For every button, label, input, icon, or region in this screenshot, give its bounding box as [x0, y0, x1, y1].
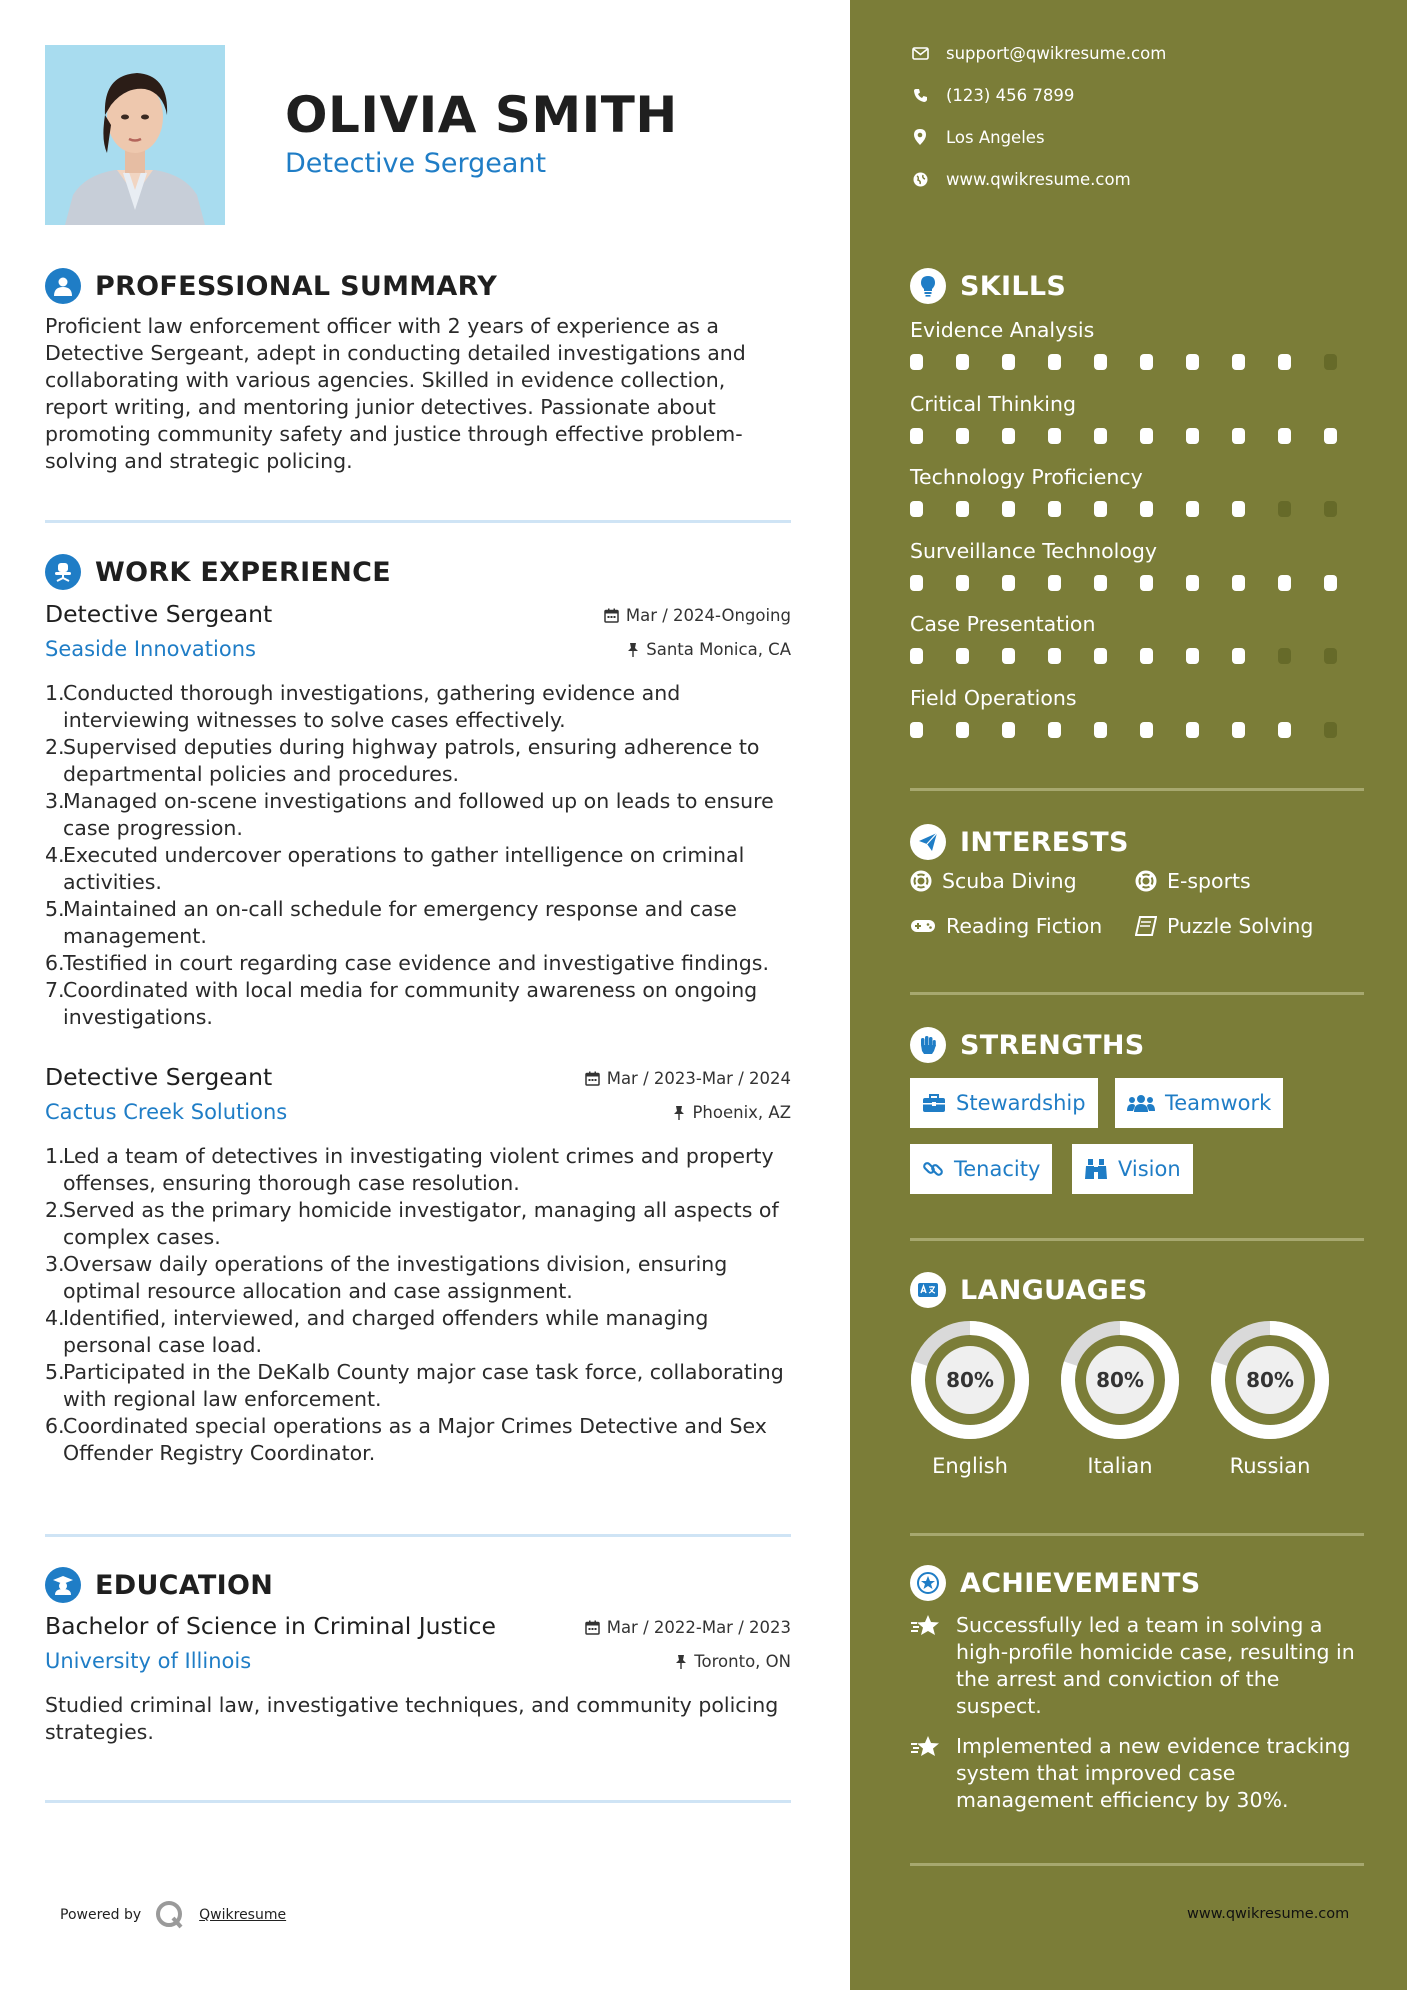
languages-heading — [910, 1272, 1148, 1308]
skill-name: Surveillance Technology — [910, 538, 1158, 563]
skill-rating — [910, 575, 1370, 591]
star-badge-icon — [910, 1565, 946, 1601]
summary-heading — [45, 268, 497, 304]
degree-title: Bachelor of Science in Criminal Justice — [45, 1612, 496, 1640]
rating-dot-filled — [1186, 354, 1199, 370]
contact-website: www.qwikresume.com — [910, 169, 1131, 189]
envelope-icon — [910, 43, 930, 63]
qwikresume-logo-icon — [155, 1900, 185, 1930]
education-description: Studied criminal law, investigative techniques, and community policing strategies. — [45, 1693, 779, 1744]
rating-dot-filled — [1048, 428, 1061, 444]
rating-dot-filled — [1002, 501, 1015, 517]
list-item: 6. Coordinated special operations as a Major Crimes Detective and Sex Offender Registry Coordinator. — [45, 1414, 767, 1465]
skill-name: Technology Proficiency — [910, 465, 1143, 489]
rating-dot-filled — [956, 428, 969, 444]
list-item: 4. Executed undercover operations to gather intelligence on criminal activities. — [45, 843, 745, 894]
rating-dot-filled — [1140, 354, 1153, 370]
strength-chip: Teamwork — [1115, 1078, 1283, 1128]
candidate-name: OLIVIA SMITH — [285, 86, 678, 144]
education-date: Mar / 2022-Mar / 2023 — [585, 1618, 791, 1637]
language-ring — [908, 1318, 1032, 1442]
pin-icon — [627, 642, 639, 657]
briefcase-icon — [922, 1093, 946, 1113]
book-icon — [1135, 916, 1157, 936]
map-marker-icon — [910, 127, 930, 147]
rating-dot-filled — [1232, 575, 1245, 591]
job-company: Seaside Innovations — [45, 637, 256, 661]
skill-name: Evidence Analysis — [910, 318, 1095, 342]
language-name: Russian — [1229, 1454, 1311, 1478]
section-divider — [910, 1863, 1364, 1866]
job-location: Santa Monica, CA — [627, 640, 791, 659]
language-ring — [1208, 1318, 1332, 1442]
skills-title: SKILLS — [960, 270, 1067, 302]
work-heading — [45, 554, 391, 590]
rating-dot-filled — [956, 354, 969, 370]
profile-photo — [45, 45, 225, 225]
rating-dot-filled — [1048, 575, 1061, 591]
summary-title: PROFESSIONAL SUMMARY — [95, 270, 498, 302]
interests-title: INTERESTS — [960, 826, 1129, 858]
section-divider — [910, 788, 1364, 791]
rating-dot-filled — [1094, 354, 1107, 370]
life-ring-icon — [910, 870, 932, 892]
calendar-icon — [585, 1071, 600, 1086]
graduate-icon — [45, 1567, 81, 1603]
skill-name: Field Operations — [910, 685, 1077, 710]
skill-rating — [910, 501, 1370, 517]
list-item: 4. Identified, interviewed, and charged offenders while managing personal case load. — [45, 1306, 709, 1357]
rating-dot-filled — [1140, 501, 1153, 517]
rating-dot-filled — [1186, 501, 1199, 517]
strengths-heading — [910, 1027, 1145, 1063]
list-item: 5. Maintained an on-call schedule for emergency response and case management. — [45, 897, 737, 948]
rating-dot-filled — [1048, 354, 1061, 370]
rating-dot-filled — [1186, 722, 1199, 738]
gamepad-icon — [910, 918, 936, 934]
rating-dot-filled — [910, 575, 923, 591]
rating-dot-filled — [1186, 428, 1199, 444]
job-title: Detective Sergeant — [45, 1063, 273, 1091]
job-title: Detective Sergeant — [45, 600, 273, 628]
rating-dot-filled — [1002, 428, 1015, 444]
rating-dot-filled — [1002, 648, 1015, 664]
rating-dot-empty — [1324, 354, 1337, 370]
calendar-icon — [604, 608, 619, 623]
rating-dot-filled — [1002, 575, 1015, 591]
skill-rating — [910, 428, 1370, 444]
rating-dot-filled — [1048, 722, 1061, 738]
lightbulb-icon — [910, 268, 946, 304]
education-location: Toronto, ON — [675, 1652, 791, 1671]
life-ring-icon — [1135, 870, 1157, 892]
language-item — [1058, 1318, 1182, 1478]
language-percent: 80% — [1096, 1368, 1144, 1392]
list-item: 2. Supervised deputies during highway patrols, ensuring adherence to departmental policies and procedures. — [45, 735, 760, 786]
education-heading — [45, 1567, 273, 1603]
section-divider — [910, 1238, 1364, 1241]
powered-by — [60, 1900, 286, 1930]
rating-dot-filled — [1186, 575, 1199, 591]
calendar-icon — [585, 1620, 600, 1635]
skill-rating — [910, 648, 1370, 664]
rating-dot-filled — [1324, 428, 1337, 444]
pin-icon — [675, 1654, 687, 1669]
education-title: EDUCATION — [95, 1569, 274, 1601]
rating-dot-empty — [1278, 648, 1291, 664]
rating-dot-empty — [1278, 501, 1291, 517]
rating-dot-filled — [1048, 648, 1061, 664]
skill-item — [910, 612, 1370, 664]
list-item: 3. Oversaw daily operations of the investigations division, ensuring optimal resource allocation and case assignment. — [45, 1252, 728, 1303]
rating-dot-filled — [910, 722, 923, 738]
skill-item — [910, 686, 1370, 738]
user-icon — [45, 268, 81, 304]
language-percent: 80% — [946, 1368, 994, 1392]
rating-dot-filled — [1324, 575, 1337, 591]
interest-item: Puzzle Solving — [1135, 914, 1313, 938]
users-icon — [1127, 1093, 1155, 1113]
rating-dot-filled — [956, 648, 969, 664]
contact-location: Los Angeles — [910, 127, 1045, 147]
summary-text: Proficient law enforcement officer with 2 years of experience as a Detective Sergeant, adept in conducting detailed investigations and collaborating with various agencies. Skilled in evidence collection, report writing, and mentoring junior detectives. Passionate about promoting community safety and justice through effective problem-solving and strategic policing. — [45, 314, 746, 473]
interest-item: Reading Fiction — [910, 914, 1102, 938]
star-icon — [910, 1612, 942, 1720]
skill-rating — [910, 722, 1370, 738]
skill-rating — [910, 354, 1370, 370]
rating-dot-filled — [1232, 501, 1245, 517]
powered-by-label: Powered by — [60, 1907, 142, 1923]
skills-heading — [910, 268, 1066, 304]
list-item: 3. Managed on-scene investigations and followed up on leads to ensure case progression. — [45, 789, 774, 840]
list-item: 2. Served as the primary homicide investigator, managing all aspects of complex cases. — [45, 1198, 779, 1249]
strength-chip: Stewardship — [910, 1078, 1098, 1128]
rating-dot-filled — [910, 501, 923, 517]
candidate-role: Detective Sergeant — [285, 148, 547, 179]
strength-chip: Tenacity — [910, 1144, 1052, 1194]
rating-dot-filled — [1140, 722, 1153, 738]
job-date: Mar / 2023-Mar / 2024 — [585, 1069, 791, 1088]
section-divider — [910, 992, 1364, 995]
language-item — [908, 1318, 1032, 1478]
rating-dot-filled — [1094, 575, 1107, 591]
section-divider — [45, 520, 791, 523]
rating-dot-filled — [1140, 575, 1153, 591]
section-divider — [45, 1800, 791, 1803]
qwikresume-link[interactable]: Qwikresume — [199, 1907, 287, 1923]
rating-dot-filled — [956, 575, 969, 591]
job-location: Phoenix, AZ — [673, 1103, 791, 1122]
globe-icon — [910, 169, 930, 189]
translate-icon — [910, 1272, 946, 1308]
rating-dot-filled — [956, 722, 969, 738]
rating-dot-filled — [1048, 501, 1061, 517]
work-title: WORK EXPERIENCE — [95, 556, 391, 588]
rating-dot-filled — [1094, 648, 1107, 664]
achievement-item: Successfully led a team in solving a high-profile homicide case, resulting in the arrest and conviction of the suspect. — [910, 1612, 1370, 1720]
job-bullets — [45, 1143, 791, 1467]
rating-dot-empty — [1324, 501, 1337, 517]
interest-item: E-sports — [1135, 869, 1251, 893]
job-bullets — [45, 680, 791, 1031]
languages-title: LANGUAGES — [960, 1274, 1148, 1306]
rating-dot-filled — [1232, 354, 1245, 370]
job-company: Cactus Creek Solutions — [45, 1100, 288, 1124]
rating-dot-filled — [1140, 428, 1153, 444]
link-icon — [922, 1158, 944, 1180]
rating-dot-empty — [1324, 648, 1337, 664]
strengths-title: STRENGTHS — [960, 1029, 1145, 1061]
rating-dot-filled — [910, 428, 923, 444]
skill-item — [910, 318, 1370, 370]
interest-item: Scuba Diving — [910, 869, 1077, 893]
rating-dot-filled — [1140, 648, 1153, 664]
rating-dot-filled — [1002, 354, 1015, 370]
skill-item — [910, 392, 1370, 444]
achievements-heading — [910, 1565, 1201, 1601]
strength-chip: Vision — [1072, 1144, 1193, 1194]
rating-dot-filled — [910, 648, 923, 664]
skill-name: Case Presentation — [910, 612, 1096, 636]
language-percent: 80% — [1246, 1368, 1294, 1392]
rating-dot-empty — [1324, 722, 1337, 738]
binoculars-icon — [1084, 1158, 1108, 1180]
rating-dot-filled — [1278, 722, 1291, 738]
language-name: English — [932, 1454, 1008, 1478]
school-name: University of Illinois — [45, 1649, 252, 1673]
rating-dot-filled — [1094, 722, 1107, 738]
language-ring — [1058, 1318, 1182, 1442]
star-icon — [910, 1733, 942, 1814]
section-divider — [45, 1534, 791, 1537]
rating-dot-filled — [1278, 354, 1291, 370]
rating-dot-filled — [910, 354, 923, 370]
pin-icon — [673, 1105, 685, 1120]
skill-item — [910, 539, 1370, 591]
skill-name: Critical Thinking — [910, 391, 1076, 416]
rating-dot-filled — [1232, 648, 1245, 664]
list-item: 7. Coordinated with local media for community awareness on ongoing investigations. — [45, 978, 758, 1029]
contact-email: support@qwikresume.com — [910, 43, 1166, 63]
achievement-item: Implemented a new evidence tracking system that improved case management efficiency by 30%. — [910, 1733, 1370, 1814]
footer-website[interactable]: www.qwikresume.com — [1187, 1906, 1350, 1922]
sidebar — [850, 0, 1407, 1990]
language-name: Italian — [1087, 1454, 1153, 1478]
list-item: 1. Conducted thorough investigations, gathering evidence and interviewing witnesses to solve cases effectively. — [45, 681, 681, 732]
rating-dot-filled — [1002, 722, 1015, 738]
rating-dot-filled — [1278, 575, 1291, 591]
office-chair-icon — [45, 554, 81, 590]
skill-item — [910, 465, 1370, 517]
rating-dot-filled — [956, 501, 969, 517]
rating-dot-filled — [1232, 722, 1245, 738]
paper-plane-icon — [910, 824, 946, 860]
phone-icon — [910, 85, 930, 105]
list-item: 6. Testified in court regarding case evidence and investigative findings. — [45, 951, 769, 975]
rating-dot-filled — [1278, 428, 1291, 444]
fist-icon — [910, 1027, 946, 1063]
rating-dot-filled — [1186, 648, 1199, 664]
achievements-title: ACHIEVEMENTS — [960, 1567, 1201, 1599]
rating-dot-filled — [1232, 428, 1245, 444]
interests-heading — [910, 824, 1129, 860]
list-item: 5. Participated in the DeKalb County major case task force, collaborating with regional law enforcement. — [45, 1360, 784, 1411]
job-date: Mar / 2024-Ongoing — [604, 606, 791, 625]
language-item — [1208, 1318, 1332, 1478]
rating-dot-filled — [1094, 428, 1107, 444]
section-divider — [910, 1533, 1364, 1536]
contact-phone: (123) 456 7899 — [910, 85, 1074, 105]
rating-dot-filled — [1094, 501, 1107, 517]
list-item: 1. Led a team of detectives in investigating violent crimes and property offenses, ensuring thorough case resolution. — [45, 1144, 774, 1195]
